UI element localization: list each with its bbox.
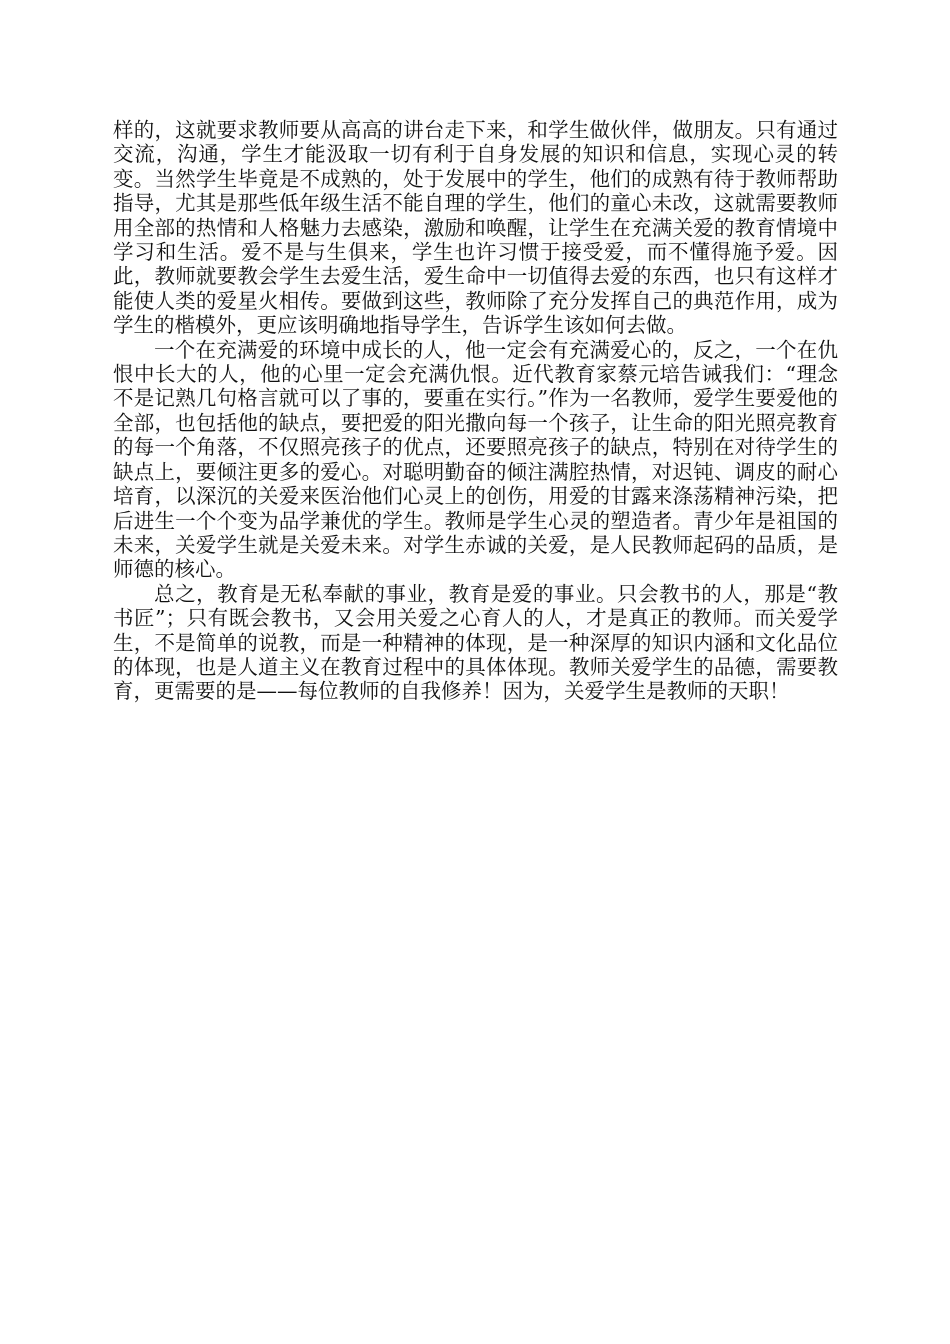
document-body [113, 118, 838, 704]
paragraph-3: 总之，教育是无私奉献的事业，教育是爱的事业。只会教书的人，那是“教书匠”；只有既会教书，又会用关爱之心育人的人，才是真正的教师。而关爱学生，不是简单的说教，而是一种精神的体现，是一种深厚的知识内涵和文化品位的体现，也是人道主义在教育过程中的具体体现。教师关爱学生的品德，需要教育，更需要的是——每位教师的自我修养！因为，关爱学生是教师的天职！ [113, 581, 838, 704]
paragraph-1: 样的，这就要求教师要从高高的讲台走下来，和学生做伙伴，做朋友。只有通过交流，沟通，学生才能汲取一切有利于自身发展的知识和信息，实现心灵的转变。当然学生毕竟是不成熟的，处于发展中的学生，他们的成熟有待于教师帮助指导，尤其是那些低年级生活不能自理的学生，他们的童心未改，这就需要教师用全部的热情和人格魅力去感染，激励和唤醒，让学生在充满关爱的教育情境中学习和生活。爱不是与生俱来，学生也许习惯于接受爱，而不懂得施予爱。因此，教师就要教会学生去爱生活，爱生命中一切值得去爱的东西，也只有这样才能使人类的爱星火相传。要做到这些，教师除了充分发挥自己的典范作用，成为学生的楷模外，更应该明确地指导学生，告诉学生该如何去做。 [113, 118, 838, 338]
paragraph-2: 一个在充满爱的环境中成长的人，他一定会有充满爱心的，反之，一个在仇恨中长大的人，他的心里一定会充满仇恨。近代教育家蔡元培告诫我们：“理念不是记熟几句格言就可以了事的，要重在实行。”作为一名教师，爱学生要爱他的全部，也包括他的缺点，要把爱的阳光撒向每一个孩子，让生命的阳光照亮教育的每一个角落，不仅照亮孩子的优点，还要照亮孩子的缺点，特别在对待学生的缺点上，要倾注更多的爱心。对聪明勤奋的倾注满腔热情，对迟钝、调皮的耐心培育，以深沉的关爱来医治他们心灵上的创伤，用爱的甘露来涤荡精神污染，把后进生一个个变为品学兼优的学生。教师是学生心灵的塑造者。青少年是祖国的未来，关爱学生就是关爱未来。对学生赤诚的关爱，是人民教师起码的品质，是师德的核心。 [113, 337, 838, 582]
